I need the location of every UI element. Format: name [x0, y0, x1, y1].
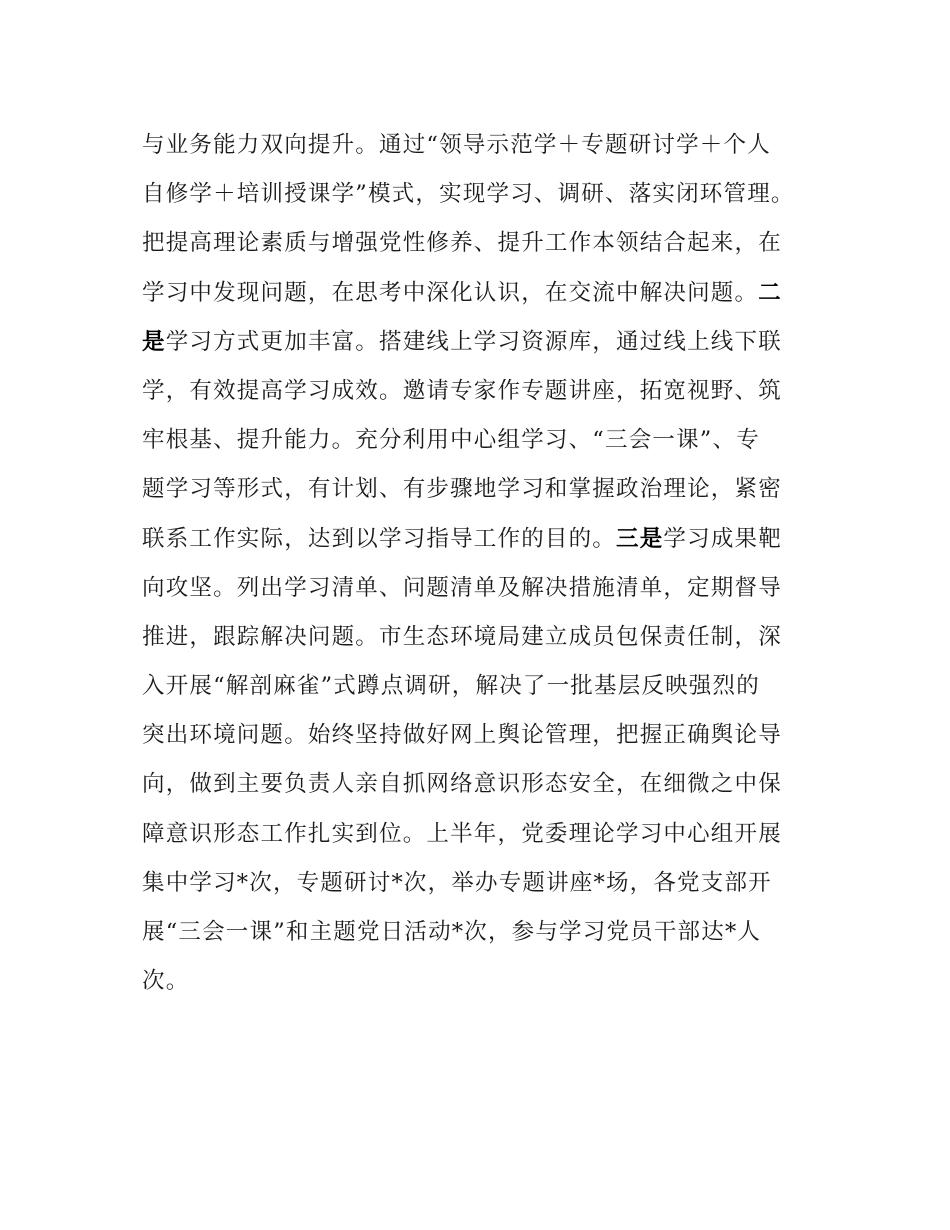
- text-line: 突出环境问题。始终坚持做好网上舆论管理，把握正确舆论导: [142, 722, 782, 749]
- text-segment: 学习方式更加丰富。搭建线上学习资源库，通过线上线下联: [165, 328, 782, 355]
- text-line: 入开展“解剖麻雀”式蹲点调研，解决了一批基层反映强烈的: [142, 673, 760, 700]
- text-segment: 联系工作实际，达到以学习指导工作的目的。: [142, 525, 617, 552]
- bold-marker: 三是: [616, 525, 664, 552]
- text-line: 次。: [142, 968, 190, 995]
- text-segment: 学习中发现问题，在思考中深化认识，在交流中解决问题。: [142, 279, 759, 306]
- text-line: 牢根基、提升能力。充分利用中心组学习、“三会一课”、专: [142, 427, 760, 454]
- text-line: 障意识形态工作扎实到位。上半年，党委理论学习中心组开展: [142, 820, 782, 847]
- text-line: [142, 269, 832, 318]
- bold-marker: 二: [758, 279, 782, 306]
- text-line: 与业务能力双向提升。通过“领导示范学＋专题研讨学＋个人: [142, 132, 771, 158]
- text-line: [142, 515, 832, 564]
- text-line: [142, 318, 832, 367]
- text-segment: 学习成果靶: [663, 525, 782, 552]
- bold-marker: 是: [142, 328, 166, 355]
- text-line: 把提高理论素质与增强党性修养、提升工作本领结合起来，在: [142, 230, 782, 257]
- text-line: 推进，跟踪解决问题。市生态环境局建立成员包保责任制，深: [142, 623, 782, 650]
- text-line: 展“三会一课”和主题党日活动*次，参与学习党员干部达*人: [142, 919, 762, 945]
- text-line: 向，做到主要负责人亲自抓网络意识形态安全，在细微之中保: [142, 771, 782, 798]
- text-line: 集中学习*次，专题研讨*次，举办专题讲座*场，各党支部开: [142, 869, 772, 896]
- text-line: 题学习等形式，有计划、有步骤地学习和掌握政治理论，紧密: [142, 476, 782, 503]
- text-line: 向攻坚。列出学习清单、问题清单及解决措施清单，定期督导: [142, 574, 782, 601]
- text-line: 自修学＋培训授课学”模式，实现学习、调研、落实闭环管理。: [142, 181, 795, 208]
- text-line: 学，有效提高学习成效。邀请专家作专题讲座，拓宽视野、筑: [142, 377, 782, 404]
- body-paragraph: [142, 121, 832, 1006]
